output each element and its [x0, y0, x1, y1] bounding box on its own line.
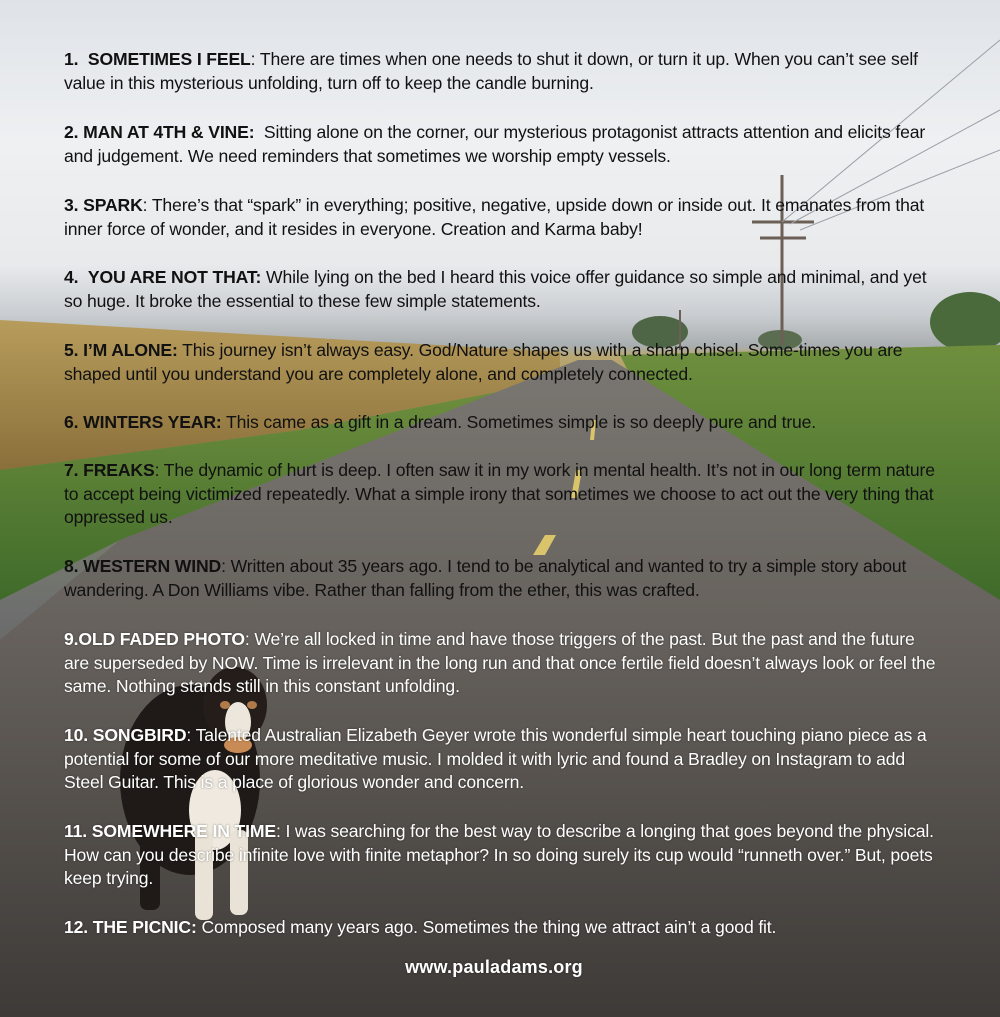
- track-description: I was searching for the best way to describe a longing that goes beyond the physical. How can you describe infinite love with finite metaphor? In so doing surely its cup would “runneth over.” But, poets keep trying.: [64, 821, 934, 888]
- track-title: MAN AT 4TH & VINE: [83, 122, 249, 142]
- track-entry: [64, 411, 944, 435]
- track-number: 9.: [64, 629, 79, 649]
- track-title: WINTERS YEAR: [83, 412, 216, 432]
- track-description: Composed many years ago. Sometimes the thing we attract ain’t a good fit.: [201, 917, 777, 937]
- track-title: OLD FADED PHOTO: [78, 629, 245, 649]
- track-entry: [64, 459, 944, 530]
- track-separator: :: [275, 821, 281, 841]
- track-number: 12.: [64, 917, 89, 937]
- track-separator: :: [250, 49, 256, 69]
- track-separator: :: [154, 460, 160, 480]
- track-number: 10.: [64, 725, 89, 745]
- track-entry: [64, 266, 944, 313]
- track-entry: [64, 628, 944, 699]
- track-number: 4.: [64, 267, 79, 287]
- track-separator: :: [215, 412, 222, 432]
- track-description: Talented Australian Elizabeth Geyer wrote this wonderful simple heart touching piano piece as a potential for some of our more meditative music. I molded it with lyric and found a Bradley on Instagram to add Steel Guitar. This is a place of glorious wonder and concern.: [64, 725, 927, 792]
- track-title: SOMETIMES I FEEL: [87, 49, 251, 69]
- track-description: This came as a gift in a dream. Sometimes simple is so deeply pure and true.: [226, 412, 817, 432]
- track-description: We’re all locked in time and have those triggers of the past. But the past and the future are superseded by NOW. Time is irrelevant in the long run and that once fertile field doesn’t always look or feel the same. Nothing stands still in this constant unfolding.: [64, 629, 936, 696]
- track-separator: :: [244, 629, 250, 649]
- track-title: YOU ARE NOT THAT: [87, 267, 256, 287]
- track-description: Sitting alone on the corner, our mysterious protagonist attracts attention and elicits fear and judgement. We need reminders that sometimes we worship empty vessels.: [64, 122, 926, 166]
- track-description: While lying on the bed I heard this voice offer guidance so simple and minimal, and yet so huge. It broke the essential to these few simple statements.: [64, 267, 927, 311]
- track-number: 11.: [64, 821, 88, 841]
- track-description: There’s that “spark” in everything; positive, negative, upside down or inside out. It emanates from that inner force of wonder, and it resides in everyone. Creation and Karma baby!: [64, 195, 925, 239]
- track-description: There are times when one needs to shut it down, or turn it up. When you can’t see self value in this mysterious unfolding, turn off to keep the candle burning.: [64, 49, 918, 93]
- track-entry: [64, 194, 944, 241]
- track-separator: :: [172, 340, 178, 360]
- track-title: I’M ALONE: [83, 340, 173, 360]
- track-entry: [64, 916, 944, 940]
- track-entry: [64, 48, 944, 95]
- track-title: SPARK: [83, 195, 143, 215]
- track-number: 7.: [64, 460, 79, 480]
- track-entry: [64, 724, 944, 795]
- track-entry: [64, 555, 944, 602]
- track-description: Written about 35 years ago. I tend to be analytical and wanted to try a simple story about wandering. A Don Williams vibe. Rather than falling from the ether, this was crafted.: [64, 556, 907, 600]
- track-number: 5.: [64, 340, 79, 360]
- track-title: THE PICNIC: [92, 917, 191, 937]
- track-title: WESTERN WIND: [83, 556, 222, 576]
- track-separator: :: [221, 556, 226, 576]
- track-number: 1.: [64, 49, 79, 69]
- track-number: 8.: [64, 556, 79, 576]
- track-entry: [64, 121, 944, 168]
- track-description: This journey isn’t always easy. God/Nature shapes us with a sharp chisel. Some-times you are shaped until you understand you are completely alone, and completely connected.: [64, 340, 903, 384]
- track-description: The dynamic of hurt is deep. I often saw it in my work in mental health. It’s not in our long term nature to accept being victimized repeatedly. What a simple irony that sometimes we choose to act out the very thing that oppressed us.: [64, 460, 935, 527]
- track-separator: :: [248, 122, 255, 142]
- website-link[interactable]: www.pauladams.org: [405, 957, 583, 977]
- track-number: 2.: [64, 122, 79, 142]
- track-title: SOMEWHERE IN TIME: [91, 821, 276, 841]
- track-title: FREAKS: [83, 460, 155, 480]
- track-separator: :: [190, 917, 197, 937]
- track-number: 6.: [64, 412, 79, 432]
- track-separator: :: [255, 267, 262, 287]
- track-number: 3.: [64, 195, 79, 215]
- track-entry: [64, 820, 944, 891]
- track-separator: :: [142, 195, 148, 215]
- track-entry: [64, 339, 944, 386]
- track-separator: :: [186, 725, 192, 745]
- track-title: SONGBIRD: [92, 725, 187, 745]
